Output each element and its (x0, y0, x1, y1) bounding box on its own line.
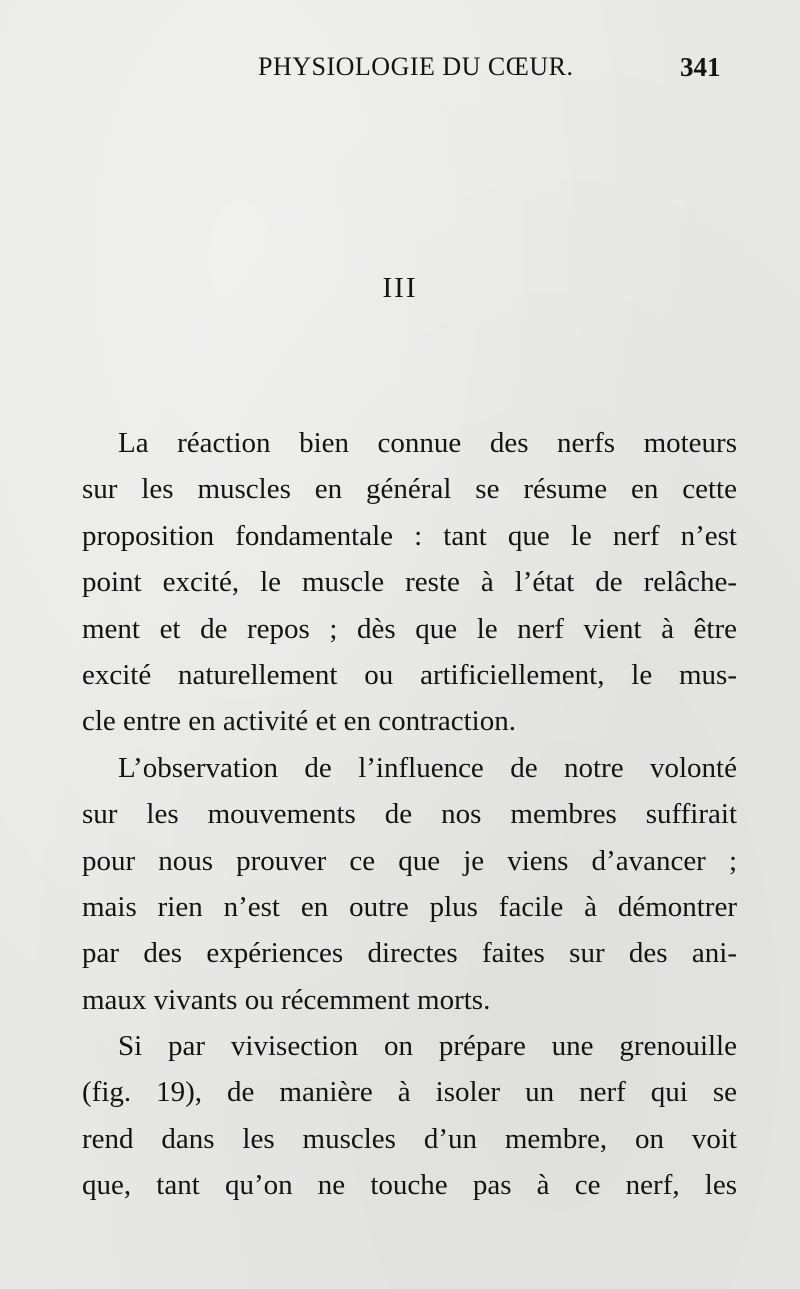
running-title: PHYSIOLOGIE DU CŒUR. (258, 52, 574, 81)
text-line: mais rien n’est en outre plus facile à démontrer (82, 890, 737, 923)
body-text (82, 420, 737, 1209)
section-number: III (382, 272, 418, 304)
text-line: proposition fondamentale : tant que le nerf n’est (82, 519, 737, 552)
text-line: ment et de repos ; dès que le nerf vient à être (82, 612, 737, 645)
text-line: La réaction bien connue des nerfs moteurs (118, 427, 737, 459)
text-line: point excité, le muscle reste à l’état de relâche- (82, 566, 737, 599)
text-line: par des expériences directes faites sur des ani- (82, 937, 737, 970)
text-line: (fig. 19), de manière à isoler un nerf qui se (82, 1076, 737, 1109)
text-line: rend dans les muscles d’un membre, on voit (82, 1122, 737, 1155)
text-line: maux vivants ou récemment morts. (82, 983, 491, 1016)
running-head (0, 52, 800, 88)
text-line: que, tant qu’on ne touche pas à ce nerf, les (82, 1169, 737, 1202)
text-line: L’observation de l’influence de notre volonté (118, 751, 737, 784)
text-line: sur les muscles en général se résume en cette (82, 473, 737, 506)
text-line: pour nous prouver ce que je viens d’avancer ; (82, 844, 737, 877)
text-line: sur les mouvements de nos membres suffirait (82, 798, 737, 831)
text-line: excité naturellement ou artificiellement, le mus- (82, 658, 737, 691)
page-number: 341 (680, 52, 721, 82)
text-line: cle entre en activité et en contraction. (82, 705, 516, 738)
text-line: Si par vivisection on prépare une grenouille (118, 1030, 737, 1063)
